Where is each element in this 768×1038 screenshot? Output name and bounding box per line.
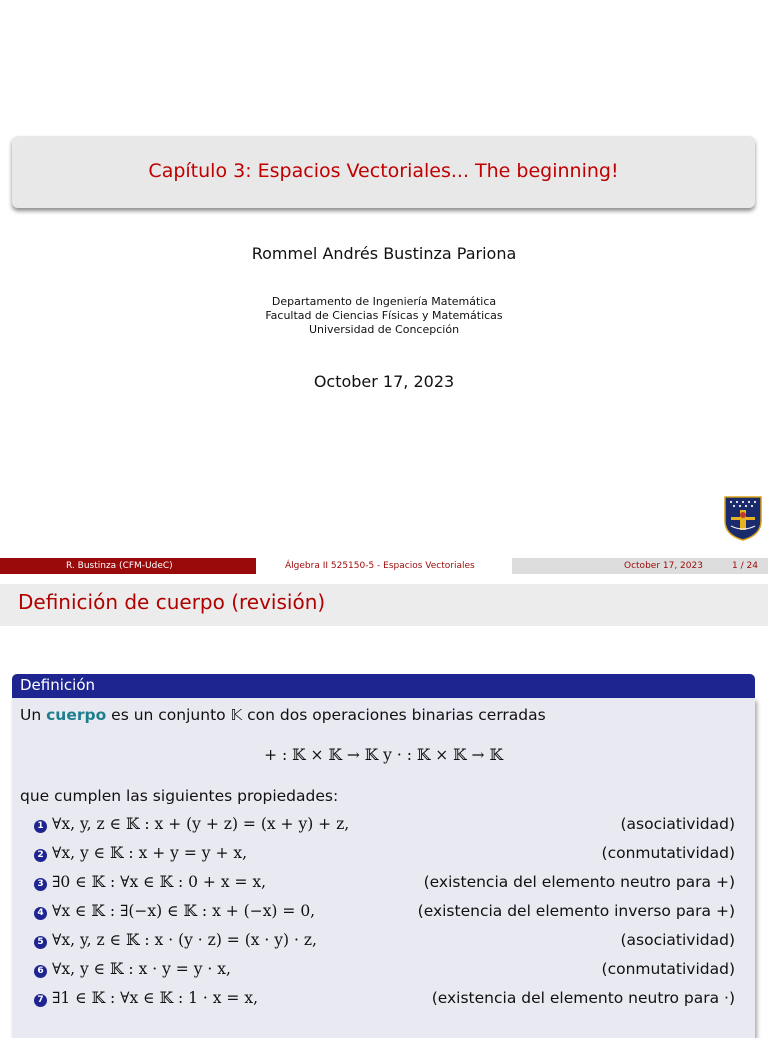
footer-author: R. Bustinza (CFM-UdeC): [66, 561, 173, 571]
institute-faculty: Facultad de Ciencias Físicas y Matemáticas: [265, 309, 503, 322]
property-6-formula: ∀x, y ∈ 𝕂 : x · y = y · x,: [52, 960, 231, 978]
property-5-formula: ∀x, y, z ∈ 𝕂 : x · (y · z) = (x · y) · z,: [52, 931, 317, 949]
property-2-bullet: 2: [34, 849, 47, 862]
footer-date: October 17, 2023: [624, 561, 703, 571]
property-2-formula: ∀x, y ∈ 𝕂 : x + y = y + x,: [52, 844, 248, 862]
property-5-name: (asociatividad): [620, 931, 735, 949]
property-1-bullet: 1: [34, 820, 47, 833]
footer-course: Álgebra II 525150-5 - Espacios Vectoriales: [285, 561, 475, 571]
footer-date-segment: [512, 558, 768, 574]
footer-course-segment: [256, 558, 512, 574]
property-6-name: (conmutatividad): [601, 960, 735, 978]
property-7-formula: ∃1 ∈ 𝕂 : ∀x ∈ 𝕂 : 1 · x = x,: [52, 989, 259, 1007]
university-seal-icon: [723, 495, 763, 541]
property-3-name: (existencia del elemento neutro para +): [423, 873, 735, 891]
institute-department: Departamento de Ingeniería Matemática: [271, 295, 497, 308]
property-4-formula: ∀x ∈ 𝕂 : ∃(−x) ∈ 𝕂 : x + (−x) = 0,: [52, 902, 316, 920]
footer-page-number: 1 / 24: [732, 561, 758, 571]
properties-intro: que cumplen las siguientes propiedades:: [20, 787, 339, 805]
intro-term: cuerpo: [46, 706, 107, 724]
property-5-bullet: 5: [34, 936, 47, 949]
institute-university: Universidad de Concepción: [308, 323, 460, 336]
property-7-bullet: 7: [34, 994, 47, 1007]
property-3-bullet: 3: [34, 878, 47, 891]
property-4-name: (existencia del elemento inverso para +): [417, 902, 735, 920]
property-7-name: (existencia del elemento neutro para ·): [431, 989, 735, 1007]
definition-block-header: [12, 674, 755, 698]
presentation-date: October 17, 2023: [313, 372, 455, 391]
property-2-name: (conmutatividad): [601, 844, 735, 862]
frame-title: Definición de cuerpo (revisión): [18, 590, 326, 614]
definition-block-body: [12, 698, 755, 1038]
slide-footer: [0, 558, 768, 574]
definition-intro: [20, 706, 546, 724]
operations-formula: + : 𝕂 × 𝕂 → 𝕂 y · : 𝕂 × 𝕂 → 𝕂: [264, 746, 503, 764]
property-3-formula: ∃0 ∈ 𝕂 : ∀x ∈ 𝕂 : 0 + x = x,: [52, 873, 267, 891]
property-4-bullet: 4: [34, 907, 47, 920]
footer-author-segment: [0, 558, 256, 574]
intro-prefix: Un: [20, 706, 42, 724]
intro-suffix: es un conjunto 𝕂 con dos operaciones binarias cerradas: [111, 706, 546, 724]
definition-block-title: Definición: [20, 676, 95, 694]
presentation-title: Capítulo 3: Espacios Vectoriales... The beginning!: [148, 160, 619, 182]
property-6-bullet: 6: [34, 965, 47, 978]
property-1-name: (asociatividad): [620, 815, 735, 833]
author-name: Rommel Andrés Bustinza Pariona: [251, 244, 517, 263]
property-1-formula: ∀x, y, z ∈ 𝕂 : x + (y + z) = (x + y) + z,: [52, 815, 350, 833]
